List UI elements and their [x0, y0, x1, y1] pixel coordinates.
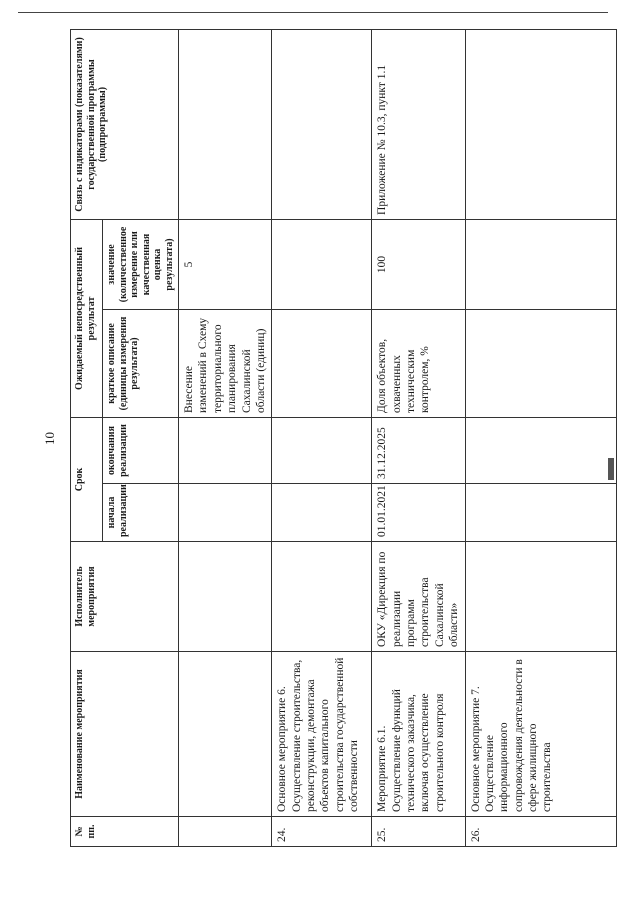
- header-result-value: значение (количественное измерение или качественная оценка результата): [103, 219, 179, 309]
- header-executor: Исполнитель мероприятия: [71, 542, 179, 652]
- header-period-start: начала реализации: [103, 484, 179, 542]
- table-row: [272, 29, 372, 846]
- row-name: Основное мероприятие 6. Осуществление строительства, реконструкции, демонтажа объектов капитального строительства государственной собственности: [272, 652, 372, 817]
- table-row: [372, 29, 465, 846]
- row-result-desc: [465, 309, 617, 417]
- page-number: 10: [42, 432, 57, 445]
- row-start: [465, 484, 617, 542]
- row-num: 25.: [372, 817, 465, 847]
- row-result-desc: Доля объектов, охваченных техническим контролем, %: [372, 309, 465, 417]
- row-result-value: 100: [372, 219, 465, 309]
- header-result-desc: краткое описание (единицы измерения результата): [103, 309, 179, 417]
- row-link: [272, 29, 372, 219]
- header-period: Срок: [71, 417, 103, 541]
- row-num: 26.: [465, 817, 617, 847]
- prev-result-value: 5: [179, 219, 272, 309]
- prev-result-desc: Внесение изменений в Схему территориального планирования Сахалинской области (единиц): [179, 309, 272, 417]
- row-name: Основное мероприятие 7. Осуществление информационного сопровождения деятельности в сфере жилищного строительства: [465, 652, 617, 817]
- row-executor: [272, 542, 372, 652]
- row-result-desc: [272, 309, 372, 417]
- row-end: [465, 417, 617, 483]
- row-result-value: [272, 219, 372, 309]
- scan-mark: [608, 458, 614, 480]
- header-link: Связь с индикаторами (показателями) государственной программы (подпрограммы): [71, 29, 179, 219]
- rotated-table-wrapper: [70, 30, 617, 847]
- row-link: [465, 29, 617, 219]
- row-start: [272, 484, 372, 542]
- header-result: Ожидаемый непосредственный результат: [71, 219, 103, 417]
- header-num: № пп.: [71, 817, 179, 847]
- row-end: 31.12.2025: [372, 417, 465, 483]
- row-start: 01.01.2021: [372, 484, 465, 542]
- row-num: 24.: [272, 817, 372, 847]
- table-row-prev: [179, 29, 272, 846]
- header-row-1: [71, 29, 103, 846]
- row-name: Мероприятие 6.1. Осуществление функций технического заказчика, включая осуществление строительного контроля: [372, 652, 465, 817]
- row-executor: [465, 542, 617, 652]
- row-result-value: [465, 219, 617, 309]
- table-frame: [70, 30, 617, 847]
- row-end: [272, 417, 372, 483]
- header-name: Наименование мероприятия: [71, 652, 179, 817]
- row-link: Приложение № 10.3, пункт 1.1: [372, 29, 465, 219]
- header-period-end: окончания реализации: [103, 417, 179, 483]
- table-row: [465, 29, 617, 846]
- row-executor: ОКУ «Дирекция по реализации программ строительства Сахалинской области»: [372, 542, 465, 652]
- activities-table: [70, 29, 617, 847]
- scan-top-line: [18, 12, 608, 13]
